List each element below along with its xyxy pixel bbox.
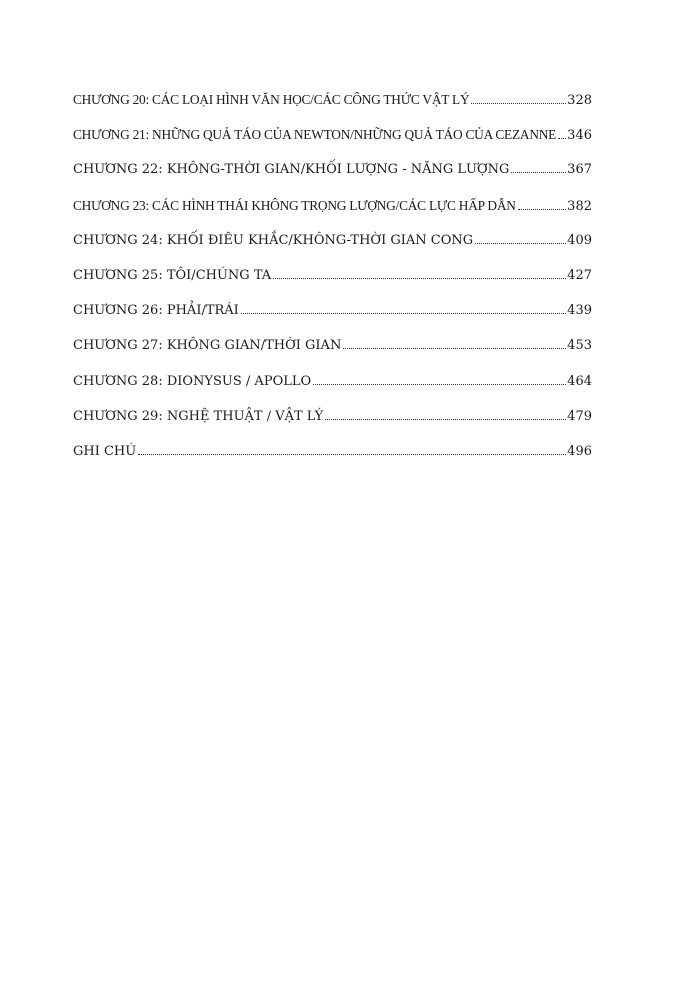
toc-dot-leader	[558, 137, 566, 139]
toc-dot-leader	[241, 312, 566, 314]
toc-entry-page: 479	[567, 408, 592, 424]
toc-dot-leader	[511, 171, 566, 173]
toc-dot-leader	[471, 102, 566, 104]
toc-entry-page: 328	[567, 93, 592, 108]
toc-entry-page: 367	[567, 162, 592, 178]
toc-entry-page: 382	[567, 198, 592, 214]
toc-entry-chuong-27[interactable]	[73, 334, 592, 369]
toc-entry-title: CHƯƠNG 23: CÁC HÌNH THÁI KHÔNG TRỌNG LƯỢNG/CÁC LỰC HẤP DẪN	[73, 197, 516, 213]
toc-entry-page: 439	[567, 303, 592, 319]
toc-entry-title: CHƯƠNG 28: DIONYSUS / APOLLO	[73, 373, 312, 389]
toc-entry-title: CHƯƠNG 21: NHỮNG QUẢ TÁO CỦA NEWTON/NHỮNG QUẢ TÁO CỦA CEZANNE	[73, 127, 557, 143]
toc-entry-title: CHƯƠNG 26: PHẢI/TRÁI	[73, 303, 239, 319]
toc-dot-leader	[475, 242, 566, 244]
toc-entry-chuong-28[interactable]	[73, 370, 592, 405]
toc-dot-leader	[518, 208, 566, 210]
toc-entry-page: 496	[567, 443, 592, 459]
table-of-contents	[73, 88, 592, 475]
toc-dot-leader	[343, 347, 566, 349]
toc-entry-chuong-21[interactable]	[73, 123, 592, 158]
toc-entry-title: GHI CHÚ	[73, 443, 137, 459]
toc-entry-chuong-23[interactable]	[73, 194, 592, 229]
toc-dot-leader	[325, 418, 566, 420]
toc-dot-leader	[313, 383, 566, 385]
toc-entry-title: CHƯƠNG 20: CÁC LOẠI HÌNH VĂN HỌC/CÁC CÔNG THỨC VẬT LÝ	[73, 92, 470, 107]
toc-entry-page: 409	[567, 232, 592, 248]
toc-entry-page: 346	[567, 128, 592, 144]
toc-entry-chuong-26[interactable]	[73, 299, 592, 334]
toc-entry-page: 453	[567, 338, 592, 354]
toc-entry-page: 427	[567, 267, 592, 283]
toc-entry-page: 464	[567, 373, 592, 389]
toc-entry-title: CHƯƠNG 24: KHỐI ĐIÊU KHẮC/KHÔNG-THỜI GIAN CONG	[73, 232, 474, 248]
toc-entry-title: CHƯƠNG 22: KHÔNG-THỜI GIAN/KHỐI LƯỢNG - NĂNG LƯỢNG	[73, 162, 510, 178]
toc-dot-leader	[138, 453, 566, 455]
toc-entry-chuong-22[interactable]	[73, 158, 592, 193]
toc-entry-chuong-20[interactable]	[73, 88, 592, 123]
toc-entry-title: CHƯƠNG 25: TÔI/CHÚNG TA	[73, 267, 272, 283]
toc-entry-ghi-chu[interactable]	[73, 440, 592, 475]
toc-entry-title: CHƯƠNG 29: NGHỆ THUẬT / VẬT LÝ	[73, 408, 324, 424]
toc-entry-title: CHƯƠNG 27: KHÔNG GIAN/THỜI GIAN	[73, 338, 342, 354]
toc-entry-chuong-29[interactable]	[73, 405, 592, 440]
toc-entry-chuong-25[interactable]	[73, 264, 592, 299]
toc-dot-leader	[273, 277, 566, 279]
toc-entry-chuong-24[interactable]	[73, 229, 592, 264]
